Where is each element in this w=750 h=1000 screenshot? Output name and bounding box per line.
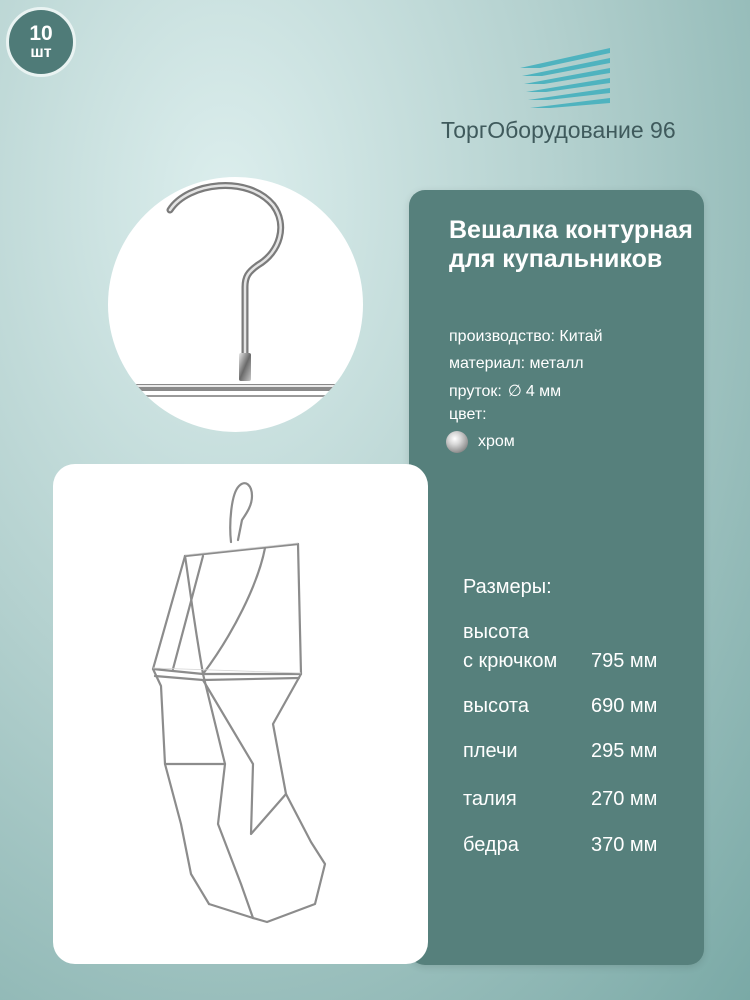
- hanger-product-photo: [53, 464, 428, 964]
- size-value-height-hook: 795 мм: [591, 650, 658, 672]
- brand-name: ТоргОборудование 96: [441, 117, 676, 143]
- contour-hanger-icon: [53, 464, 428, 964]
- size-value-height: 690 мм: [591, 695, 658, 717]
- spec-rod: [449, 381, 561, 401]
- spec-color: [446, 431, 515, 453]
- chrome-swatch-icon: [446, 431, 468, 453]
- spec-rod-label: пруток:: [449, 383, 502, 400]
- hook-closeup-photo: [108, 177, 363, 432]
- spec-color-label: цвет:: [449, 406, 487, 423]
- quantity-unit: шт: [30, 43, 52, 61]
- size-value-shoulders: 295 мм: [591, 740, 658, 762]
- brand-logo-icon: [518, 46, 610, 116]
- size-label-shoulders: плечи: [463, 740, 518, 762]
- size-label-height-hook-2: с крючком: [463, 650, 558, 672]
- diameter-symbol: ∅: [507, 383, 522, 400]
- hook-closeup-icon: [108, 177, 363, 432]
- spec-rod-value: 4 мм: [525, 383, 562, 400]
- product-title: Вешалка контурная для купальников: [449, 216, 693, 273]
- size-label-height-hook: высота: [463, 621, 529, 643]
- spec-color-value: хром: [478, 433, 515, 450]
- size-value-hips: 370 мм: [591, 834, 658, 856]
- size-label-hips: бедра: [463, 834, 519, 856]
- spec-material: материал: металл: [449, 355, 584, 372]
- spec-production: производство: Китай: [449, 328, 603, 345]
- quantity-number: 10: [29, 21, 53, 45]
- size-value-waist: 270 мм: [591, 788, 658, 810]
- product-info-panel: [409, 190, 704, 965]
- sizes-title: Размеры:: [463, 576, 552, 598]
- quantity-badge: [6, 7, 76, 77]
- size-label-height: высота: [463, 695, 529, 717]
- size-label-waist: талия: [463, 788, 517, 810]
